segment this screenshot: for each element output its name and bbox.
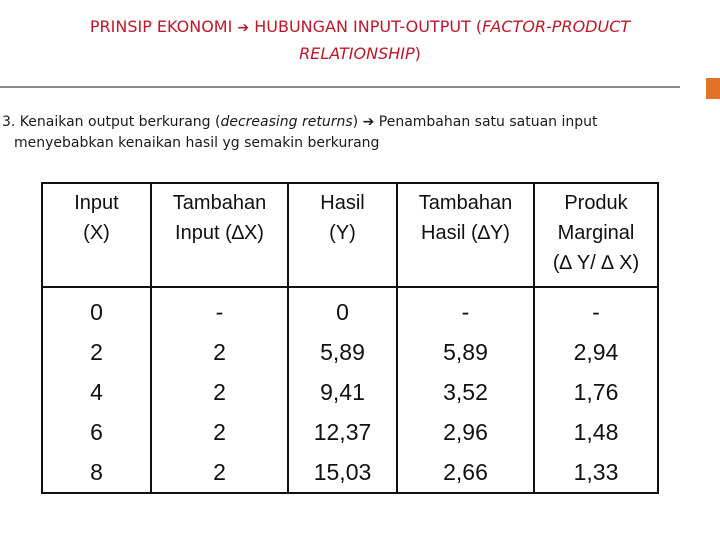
input-output-table — [41, 182, 659, 494]
point-suffix: ) — [352, 114, 363, 130]
title-italic: FACTOR-PRODUCT RELATIONSHIP — [299, 17, 631, 63]
cell-value: 9,41 — [320, 379, 365, 405]
cell-value: 2,66 — [443, 459, 488, 485]
header-line: Tambahan — [172, 192, 267, 214]
cell-value: 4 — [90, 379, 103, 405]
cell-value: 2,96 — [443, 419, 488, 445]
cell-value: 0 — [90, 299, 103, 325]
header-line: Input — [74, 192, 119, 214]
cell-value: 8 — [90, 459, 103, 485]
cell-value: 0 — [336, 299, 349, 325]
column-marginal-product-values — [534, 287, 658, 493]
column-delta-input-values — [151, 287, 288, 493]
header-line: Hasil — [320, 192, 365, 214]
header-line: Hasil (∆Y) — [421, 222, 510, 244]
cell-value: 1,48 — [573, 419, 619, 445]
cell-value: - — [215, 299, 224, 325]
cell-value: 12,37 — [313, 419, 372, 445]
cell-value: 2 — [213, 419, 226, 445]
accent-block — [706, 78, 720, 99]
header-line: Marginal — [557, 222, 635, 244]
title-part4: ) — [414, 44, 421, 63]
title-divider — [0, 86, 680, 88]
cell-value: 2 — [213, 339, 226, 365]
header-line: (Y) — [329, 222, 356, 244]
slide-title — [30, 14, 690, 67]
point-italic: decreasing returns — [220, 114, 353, 130]
cell-value: 5,89 — [443, 339, 488, 365]
cell-value: 2 — [213, 379, 226, 405]
column-input-values — [42, 287, 151, 493]
title-part1: PRINSIP EKONOMI — [89, 17, 238, 36]
cell-value: 2 — [90, 339, 103, 365]
point-prefix: 3. Kenaikan output berkurang ( — [2, 114, 221, 130]
cell-value: - — [461, 299, 470, 325]
column-yield-values — [288, 287, 397, 493]
point-text — [2, 112, 702, 154]
cell-value: 15,03 — [313, 459, 372, 485]
point-line-1 — [2, 112, 702, 133]
header-marginal-product — [534, 183, 658, 287]
header-line: Produk — [564, 192, 628, 214]
point-rest: Penambahan satu satuan input — [374, 114, 598, 130]
cell-value: 2 — [213, 459, 226, 485]
cell-value: 3,52 — [443, 379, 488, 405]
cell-value: 2,94 — [573, 339, 619, 365]
header-delta-yield — [397, 183, 534, 287]
header-line: Tambahan — [418, 192, 513, 214]
cell-value: 1,76 — [573, 379, 619, 405]
arrow-right-icon: ➔ — [362, 114, 375, 130]
header-input — [42, 183, 151, 287]
column-delta-yield-values — [397, 287, 534, 493]
table-data-row — [42, 287, 658, 493]
cell-value: 5,89 — [320, 339, 365, 365]
table-header-row — [42, 183, 658, 287]
header-line: Input (∆X) — [175, 222, 264, 244]
cell-value: - — [592, 299, 600, 325]
header-yield — [288, 183, 397, 287]
header-delta-input — [151, 183, 288, 287]
header-line: (X) — [83, 222, 110, 244]
title-part2: HUBUNGAN INPUT-OUTPUT ( — [249, 17, 483, 36]
point-line-2: menyebabkan kenaikan hasil yg semakin berkurang — [14, 135, 380, 151]
cell-value: 1,33 — [573, 459, 619, 485]
header-line: (∆ Y/ ∆ X) — [552, 252, 640, 274]
cell-value: 6 — [90, 419, 103, 445]
arrow-right-icon: ➔ — [237, 20, 250, 36]
